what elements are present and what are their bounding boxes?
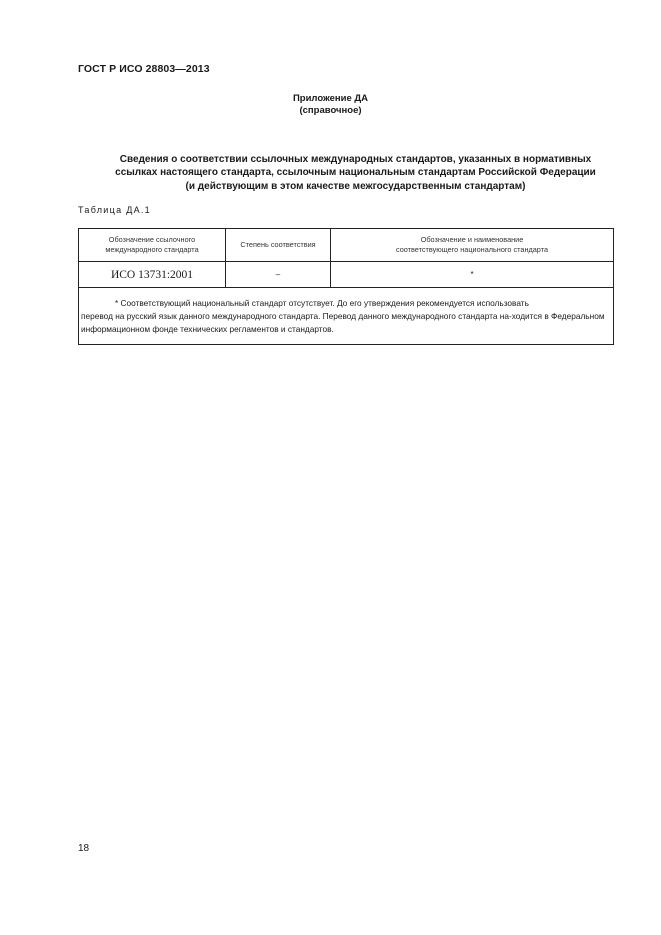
column-header-line: международного стандарта [105, 245, 199, 254]
annex-heading [0, 93, 661, 117]
section-heading-line: Сведения о соответствии ссылочных международных стандартов, указанных в нормативных [119, 154, 592, 165]
column-header-national-standard [331, 229, 614, 262]
table-note-row [79, 288, 614, 345]
table-row [79, 262, 614, 288]
section-heading-line: ссылках настоящего стандарта, ссылочным национальным стандартам Российской Федерации [115, 167, 596, 179]
cell-national-standard: * [331, 262, 614, 288]
section-heading-line: (и действующим в этом качестве межгосударственным стандартам) [185, 180, 526, 192]
footnote-first-line: * Соответствующий национальный стандарт отсутствует. До его утверждения рекомендуется использовать [115, 297, 529, 308]
annex-title: Приложение ДА [292, 93, 369, 104]
cell-degree: – [226, 262, 331, 288]
column-header-line: Степень соответствия [240, 240, 316, 249]
section-heading [60, 153, 651, 193]
cell-intl-standard-code: ИСО 13731:2001 [79, 262, 226, 288]
column-header-line: Обозначение и наименование [420, 235, 524, 244]
column-header-line: Обозначение ссылочного [108, 235, 196, 244]
standards-table [78, 228, 614, 345]
column-header-line: соответствующего национального стандарта [395, 245, 549, 254]
footnote-text: перевод на русский язык данного международного стандарта. Перевод данного международного стандарта на-ходится в Федеральном информационном фонде технических регламентов и стандартов. [81, 310, 605, 334]
table-footnote [79, 288, 614, 345]
table-caption: Таблица ДА.1 [78, 205, 151, 215]
column-header-degree [226, 229, 331, 262]
table-header-row [79, 229, 614, 262]
column-header-intl-standard [79, 229, 226, 262]
annex-subtitle: (справочное) [299, 105, 362, 116]
page-number: 18 [78, 843, 90, 854]
document-code: ГОСТ Р ИСО 28803—2013 [78, 63, 210, 75]
